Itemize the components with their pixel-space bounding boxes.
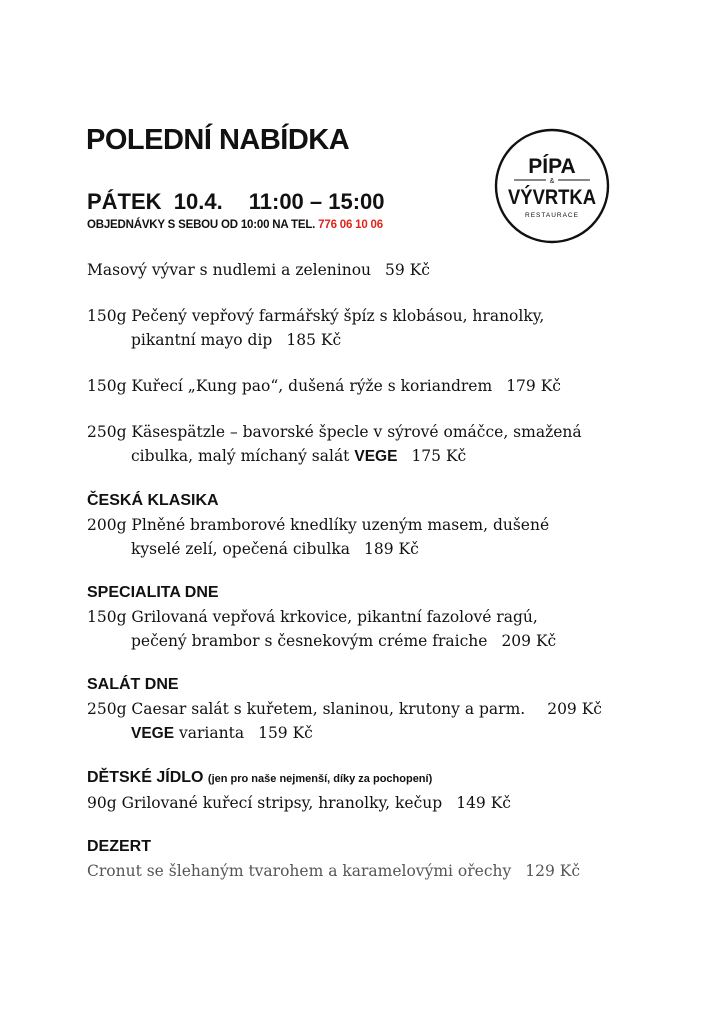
- item-price: 189 Kč: [364, 540, 419, 558]
- item-price: 159 Kč: [258, 724, 313, 742]
- item-price: 129 Kč: [525, 862, 581, 880]
- item-text: Masový vývar s nudlemi a zeleninou: [87, 261, 372, 279]
- menu-item-special: [87, 605, 687, 629]
- item-text: 250g Käsespätzle – bavorské špecle v sýrové omáčce, smažená: [87, 423, 582, 441]
- logo-subtitle: RESTAURACE: [525, 212, 579, 219]
- menu-item-soup: [87, 258, 687, 282]
- serving-hours: 11:00 – 15:00: [248, 189, 385, 214]
- menu-item-classic: [87, 513, 687, 537]
- section-heading-kids: [87, 766, 687, 791]
- item-price: 209 Kč: [501, 632, 557, 650]
- menu-list: [87, 258, 687, 883]
- page-title: POLEDNÍ NABÍDKA: [86, 124, 350, 156]
- menu-item-special-cont: [87, 629, 687, 653]
- menu-item-kids: [87, 791, 687, 815]
- item-price: 179 Kč: [506, 377, 561, 395]
- item-text: 150g Grilovaná vepřová krkovice, pikantní fazolové ragú,: [87, 608, 538, 626]
- kids-note: (jen pro naše nejmenší, díky za pochopení): [207, 773, 433, 785]
- item-price: 209 Kč: [547, 700, 602, 718]
- order-note: [87, 219, 383, 231]
- menu-item-classic-cont: [87, 537, 687, 561]
- section-heading-classic: ČESKÁ KLASIKA: [87, 492, 219, 509]
- day-date: 10.4.: [173, 189, 223, 214]
- item-text: 200g Plněné bramborové knedlíky uzeným masem, dušené: [87, 516, 550, 534]
- menu-item-salad: [87, 697, 687, 721]
- item-text: 150g Pečený vepřový farmářský špíz s klobásou, hranolky,: [87, 307, 545, 325]
- section-heading-special: SPECIALITA DNE: [87, 584, 219, 601]
- section-heading-dessert: DEZERT: [87, 838, 151, 855]
- item-text: Cronut se šlehaným tvarohem a karamelovými ořechy: [87, 862, 512, 880]
- item-text: pikantní mayo dip: [131, 331, 273, 349]
- menu-item-salad-vege: [87, 721, 687, 746]
- item-text: 150g Kuřecí „Kung pao“, dušená rýže s koriandrem: [87, 377, 493, 395]
- day-line: [87, 189, 385, 215]
- menu-item-main3-cont: [87, 444, 687, 469]
- phone-number: 776 06 10 06: [318, 219, 383, 231]
- menu-item-main1-cont: [87, 328, 687, 352]
- logo-line1: PÍPA: [528, 155, 576, 178]
- menu-item-dessert: [87, 859, 687, 883]
- heading-text: DĚTSKÉ JÍDLO: [87, 769, 204, 786]
- item-text: 250g Caesar salát s kuřetem, slaninou, krutony a parm.: [87, 700, 526, 718]
- item-text: cibulka, malý míchaný salát: [131, 447, 350, 465]
- item-text: kyselé zelí, opečená cibulka: [131, 540, 351, 558]
- item-price: 59 Kč: [385, 261, 430, 279]
- menu-item-main2: [87, 374, 687, 398]
- vege-tag: VEGE: [354, 448, 398, 465]
- item-price: 149 Kč: [456, 794, 511, 812]
- item-text: 90g Grilované kuřecí stripsy, hranolky, kečup: [87, 794, 443, 812]
- logo-ampersand: &: [549, 178, 555, 185]
- item-text: varianta: [179, 724, 245, 742]
- menu-item-main3: [87, 420, 687, 444]
- vege-tag: VEGE: [131, 725, 175, 742]
- day-name: PÁTEK: [87, 189, 162, 214]
- order-note-text: OBJEDNÁVKY S SEBOU OD 10:00 NA TEL.: [87, 219, 316, 231]
- item-price: 185 Kč: [286, 331, 342, 349]
- item-text: pečený brambor s česnekovým créme fraiche: [131, 632, 488, 650]
- menu-item-main1: [87, 304, 687, 328]
- restaurant-logo: [494, 128, 610, 244]
- section-heading-salad: SALÁT DNE: [87, 676, 179, 693]
- item-price: 175 Kč: [411, 447, 467, 465]
- logo-line2: VÝVRTKA: [508, 186, 609, 209]
